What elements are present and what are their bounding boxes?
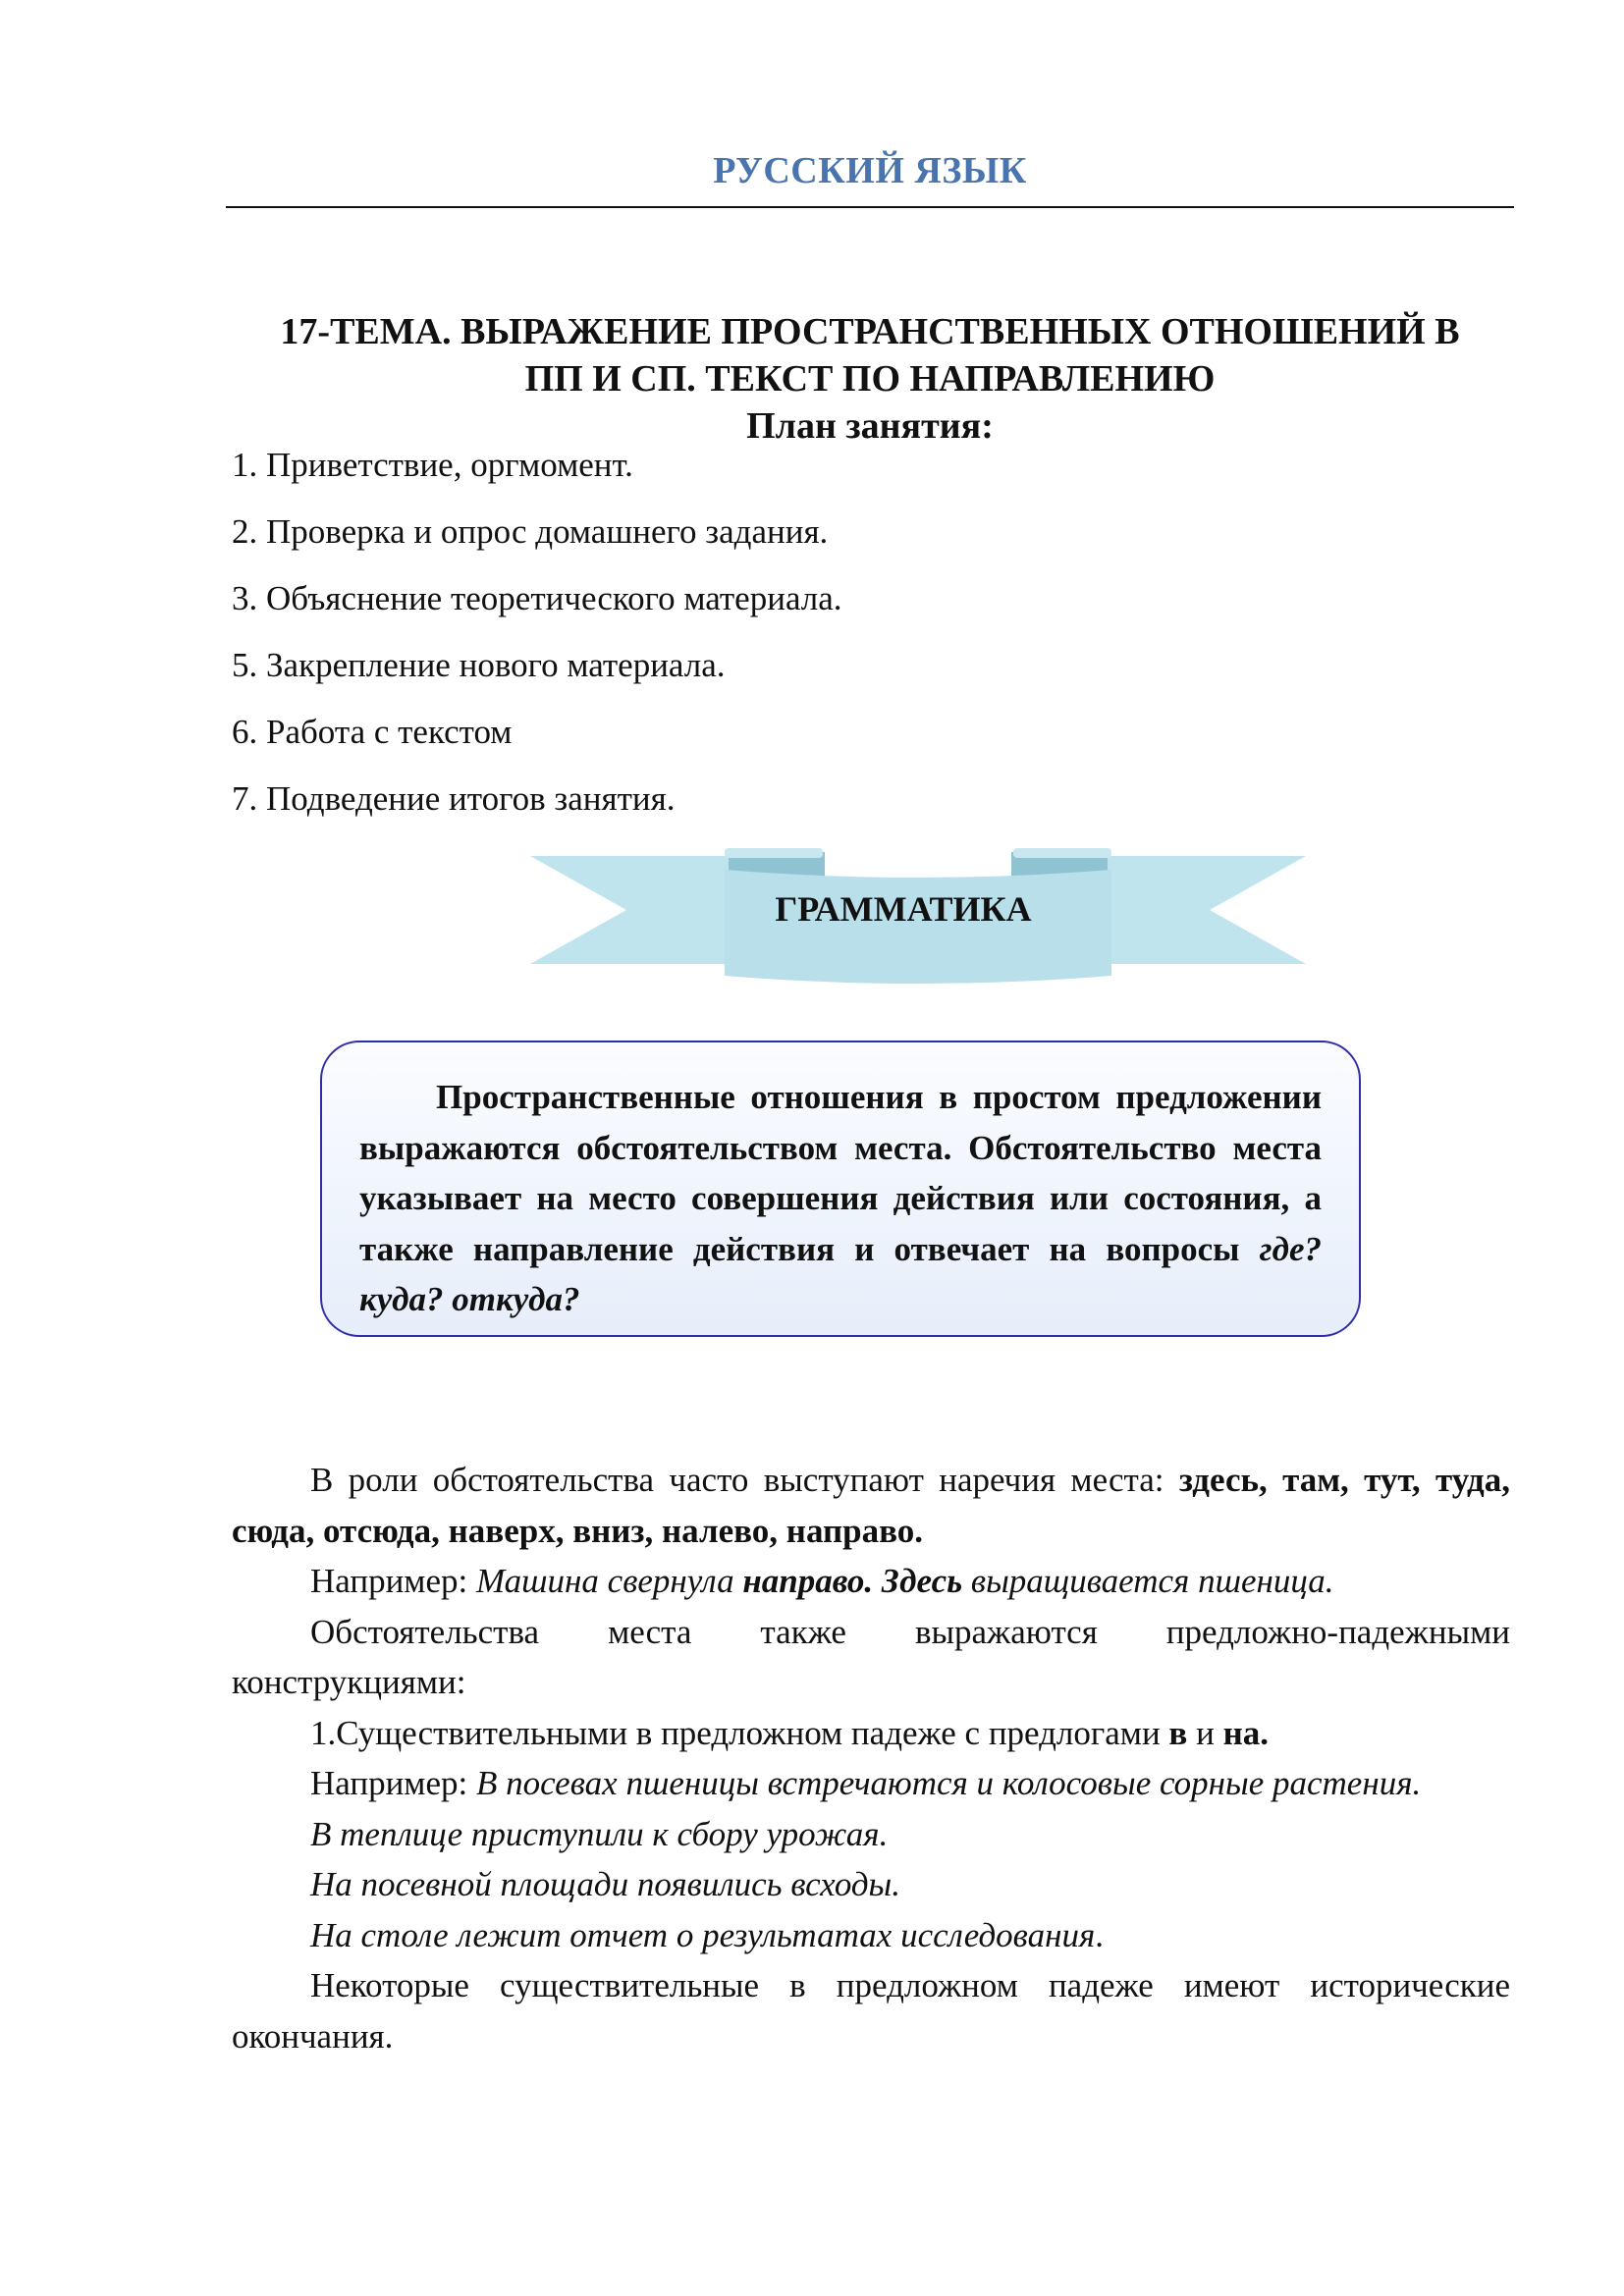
paragraph-historic-endings: Некоторые существительные в предложном падеже имеют исторические окончания. [232,1966,1510,2056]
paragraph-prepositions [232,1708,1510,1759]
example-1 [232,1556,1510,1607]
plan-item: 7. Подведение итогов занятия. [232,779,676,818]
example-5-end: . [1095,1915,1104,1954]
body-text [232,1455,1510,2061]
ribbon-label: ГРАММАТИКА [775,889,1032,929]
conjunction-i: и [1187,1713,1223,1752]
example-1-part-c: выращивается пшеница. [962,1562,1334,1600]
preposition-v: в [1168,1713,1188,1752]
adverbs-list: здесь, там, тут, туда, сюда, отсюда, наверх, вниз, налево, направо. [232,1461,1510,1550]
paragraph-adverbs-text: В роли обстоятельства часто выступают наречия места: [310,1461,1179,1499]
example-2-prefix: Например: [310,1764,476,1802]
plan-item: 2. Проверка и опрос домашнего задания. [232,512,829,551]
example-1-prefix: Например: [310,1562,476,1600]
preposition-na: на. [1222,1713,1269,1752]
title-line-1: 17-ТЕМА. ВЫРАЖЕНИЕ ПРОСТРАНСТВЕННЫХ ОТНОШЕНИЙ В [280,311,1460,352]
lesson-title [226,308,1514,450]
example-2-text: В посевах пшеницы встречаются и колосовые сорные растения. [475,1764,1422,1802]
example-5 [232,1910,1510,1961]
header-rule [226,206,1514,208]
definition-questions: где? куда? откуда? [359,1229,1322,1318]
plan-item: 5. Закрепление нового материала. [232,646,726,684]
plan-item: 6. Работа с текстом [232,713,513,751]
prepositions-text: 1.Существительными в предложном падеже с предлогами [310,1713,1169,1752]
plan-heading: План занятия: [746,405,994,447]
example-1-part-b: направо. Здесь [742,1562,963,1600]
lesson-plan-list [232,444,1508,844]
title-line-2: ПП И СП. ТЕКСТ ПО НАПРАВЛЕНИЮ [524,358,1216,400]
example-4: На посевной площади появились всходы. [310,1865,901,1903]
example-1-part-a: Машина свернула [475,1562,743,1600]
running-header: РУССКИЙ ЯЗЫК [713,150,1027,191]
plan-item: 1. Приветствие, оргмомент. [232,446,633,484]
example-3: В теплице приступили к сбору урожая. [310,1814,889,1853]
definition-text [359,1072,1322,1325]
plan-item: 3. Объяснение теоретического материала. [232,579,842,617]
paragraph-constructions: Обстоятельства места также выражаются предложно-падежными конструкциями: [232,1612,1510,1701]
definition-main: Пространственные отношения в простом предложении выражаются обстоятельством места. Обстоятельство места указывает на место совершения действия или состояния, а также направление действия и отвечает на вопросы [359,1078,1322,1268]
paragraph-adverbs [232,1455,1510,1556]
example-5-text: На столе лежит отчет о результатах исследования [310,1915,1096,1954]
example-2 [232,1758,1510,1809]
definition-callout [320,1041,1361,1337]
